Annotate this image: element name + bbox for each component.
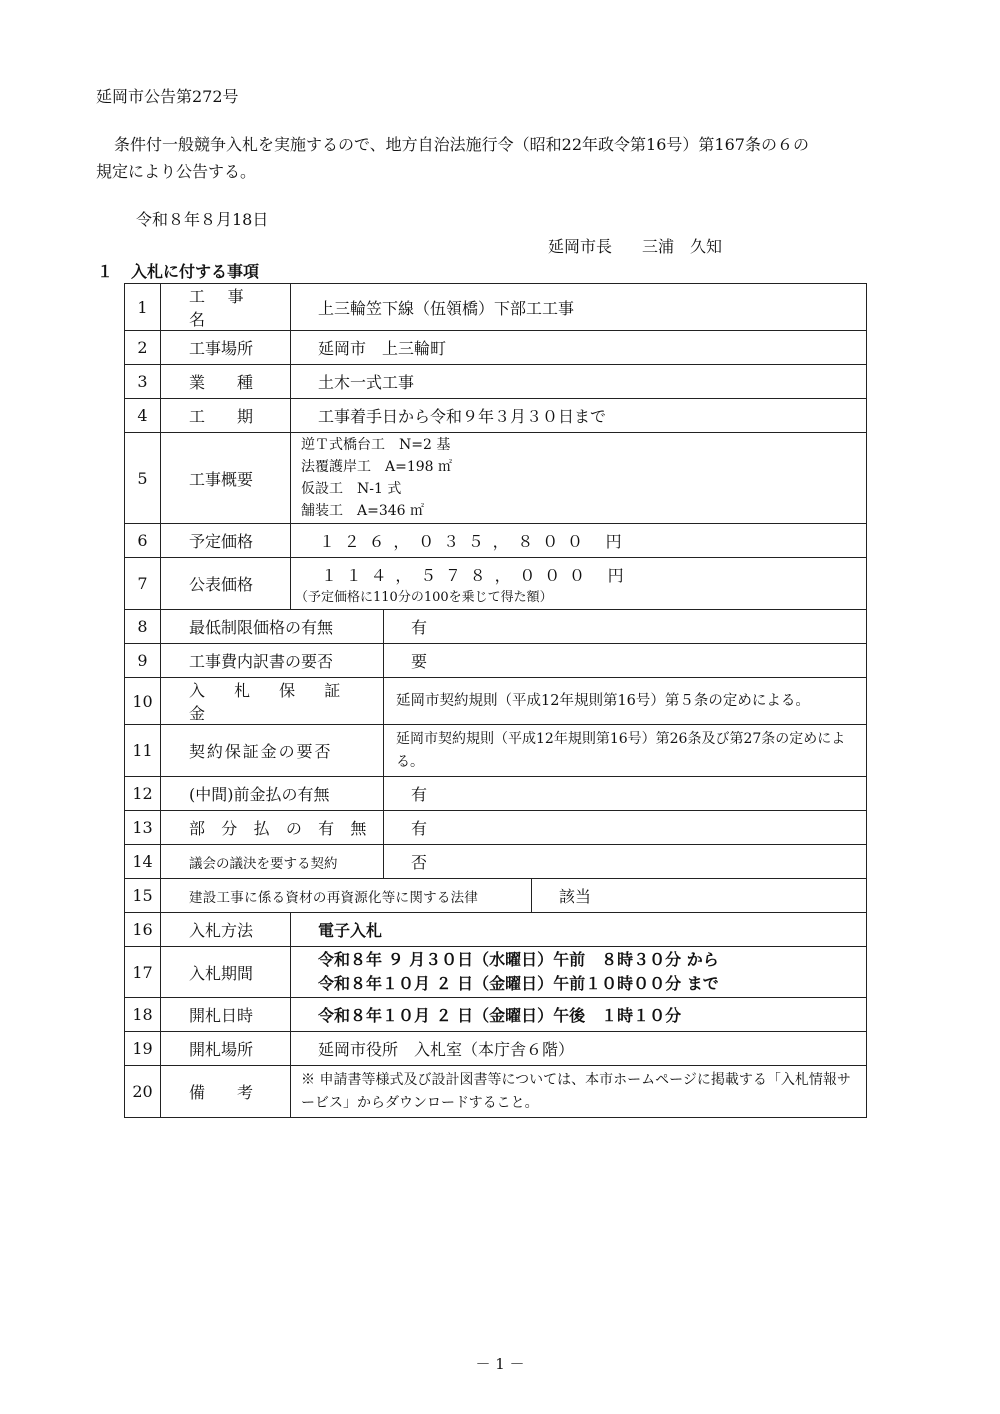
table-row bbox=[125, 811, 867, 845]
row-number: 13 bbox=[125, 811, 161, 845]
row-label: 業 種 bbox=[161, 365, 291, 399]
row-number: 10 bbox=[125, 678, 161, 725]
construction-location: 延岡市 上三輪町 bbox=[291, 331, 867, 365]
table-row bbox=[125, 725, 867, 777]
row-number: 9 bbox=[125, 644, 161, 678]
published-price-note: （予定価格に110分の100を乗じて得た額） bbox=[295, 589, 553, 605]
row-label: 工事費内訳書の要否 bbox=[161, 644, 384, 678]
table-row bbox=[125, 399, 867, 433]
row-label: 公表価格 bbox=[161, 558, 291, 610]
notice-date: 令和８年８月18日 bbox=[136, 210, 269, 229]
table-row bbox=[125, 433, 867, 524]
table-row bbox=[125, 284, 867, 331]
issuer-title: 延岡市長 bbox=[548, 237, 613, 256]
row-label: 建設工事に係る資材の再資源化等に関する法律 bbox=[161, 879, 532, 913]
row-number: 8 bbox=[125, 610, 161, 644]
section-1-heading bbox=[97, 259, 259, 282]
construction-period: 工事着手日から令和９年３月３０日まで bbox=[291, 399, 867, 433]
business-type: 土木一式工事 bbox=[291, 365, 867, 399]
table-row bbox=[125, 678, 867, 725]
row-label: 部 分 払 の 有 無 bbox=[161, 811, 384, 845]
published-price-cell bbox=[291, 558, 867, 610]
notice-number: 延岡市公告第272号 bbox=[96, 87, 239, 106]
row-label: 入 札 保 証 金 bbox=[161, 678, 384, 725]
opening-place: 延岡市役所 入札室（本庁舎６階） bbox=[291, 1032, 867, 1066]
table-row bbox=[125, 365, 867, 399]
table-row bbox=[125, 998, 867, 1032]
row-label: (中間)前金払の有無 bbox=[161, 777, 384, 811]
row-number: 16 bbox=[125, 913, 161, 947]
table-row bbox=[125, 524, 867, 558]
row-label: 議会の議決を要する契約 bbox=[161, 845, 384, 879]
table-row bbox=[125, 879, 867, 913]
row-number: 20 bbox=[125, 1066, 161, 1118]
minimum-price-value: 有 bbox=[384, 610, 867, 644]
table-row bbox=[125, 1032, 867, 1066]
row-number: 3 bbox=[125, 365, 161, 399]
table-row bbox=[125, 331, 867, 365]
row-number: 12 bbox=[125, 777, 161, 811]
planned-price: １２６，０３５，８００ 円 bbox=[291, 524, 867, 558]
row-label: 最低制限価格の有無 bbox=[161, 610, 384, 644]
row-label: 契約保証金の要否 bbox=[161, 725, 384, 777]
contract-bond-value: 延岡市契約規則（平成12年規則第16号）第26条及び第27条の定めによる。 bbox=[384, 725, 867, 777]
row-label: 工 期 bbox=[161, 399, 291, 433]
table-row bbox=[125, 1066, 867, 1118]
intro-line-2: 規定により公告する。 bbox=[96, 162, 257, 181]
table-row bbox=[125, 644, 867, 678]
row-number: 2 bbox=[125, 331, 161, 365]
row-label: 開札日時 bbox=[161, 998, 291, 1032]
page-number: － 1 － bbox=[475, 1355, 525, 1373]
overview-line: 仮設工 N-1 式 bbox=[301, 481, 402, 497]
overview-line: 逆Ｔ式橋台工 N=2 基 bbox=[301, 437, 451, 453]
breakdown-required-value: 要 bbox=[384, 644, 867, 678]
row-number: 14 bbox=[125, 845, 161, 879]
row-label: 工 事 名 bbox=[161, 284, 291, 331]
row-label: 工事概要 bbox=[161, 433, 291, 524]
row-number: 11 bbox=[125, 725, 161, 777]
recycling-law-value: 該当 bbox=[532, 879, 867, 913]
intro-line-1: 条件付一般競争入札を実施するので、地方自治法施行令（昭和22年政令第16号）第167条の６の bbox=[114, 135, 809, 154]
issuer-name: 三浦 久知 bbox=[642, 237, 723, 256]
overview-line: 法覆護岸工 A=198 ㎡ bbox=[301, 459, 453, 475]
intro-paragraph bbox=[96, 131, 916, 185]
row-label: 予定価格 bbox=[161, 524, 291, 558]
row-number: 7 bbox=[125, 558, 161, 610]
row-label: 工事場所 bbox=[161, 331, 291, 365]
bid-period bbox=[291, 947, 867, 998]
opening-datetime: 令和８年１０月 ２ 日（金曜日）午後 １時１０分 bbox=[291, 998, 867, 1032]
row-label: 入札方法 bbox=[161, 913, 291, 947]
table-row bbox=[125, 947, 867, 998]
construction-overview bbox=[291, 433, 867, 524]
council-resolution-value: 否 bbox=[384, 845, 867, 879]
table-row bbox=[125, 845, 867, 879]
remarks-value: ※ 申請書等様式及び設計図書等については、本市ホームページに掲載する「入札情報サービス」からダウンロードすること。 bbox=[291, 1066, 867, 1118]
row-number: 17 bbox=[125, 947, 161, 998]
row-number: 15 bbox=[125, 879, 161, 913]
bid-period-start: 令和８年 ９ 月３０日（水曜日）午前 ８時３０分 から bbox=[318, 950, 719, 969]
published-price: １１４，５７８，０００ 円 bbox=[321, 565, 633, 585]
construction-name: 上三輪笠下線（伍領橋）下部工工事 bbox=[291, 284, 867, 331]
row-label: 入札期間 bbox=[161, 947, 291, 998]
row-number: 5 bbox=[125, 433, 161, 524]
issuer bbox=[548, 234, 722, 257]
section-1-title: 入札に付する事項 bbox=[131, 262, 260, 281]
bid-period-end: 令和８年１０月 ２ 日（金曜日）午前１０時００分 まで bbox=[318, 974, 719, 993]
row-number: 18 bbox=[125, 998, 161, 1032]
table-row bbox=[125, 610, 867, 644]
advance-payment-value: 有 bbox=[384, 777, 867, 811]
table-row bbox=[125, 777, 867, 811]
bid-items-table bbox=[124, 283, 867, 1118]
section-1-number: １ bbox=[97, 262, 114, 281]
overview-line: 舗装工 A=346 ㎡ bbox=[301, 503, 425, 519]
row-label: 備 考 bbox=[161, 1066, 291, 1118]
table-row bbox=[125, 558, 867, 610]
bid-method: 電子入札 bbox=[291, 913, 867, 947]
row-number: 1 bbox=[125, 284, 161, 331]
row-number: 4 bbox=[125, 399, 161, 433]
bid-bond-value: 延岡市契約規則（平成12年規則第16号）第５条の定めによる。 bbox=[384, 678, 867, 725]
row-label: 開札場所 bbox=[161, 1032, 291, 1066]
partial-payment-value: 有 bbox=[384, 811, 867, 845]
row-number: 6 bbox=[125, 524, 161, 558]
table-row bbox=[125, 913, 867, 947]
row-number: 19 bbox=[125, 1032, 161, 1066]
